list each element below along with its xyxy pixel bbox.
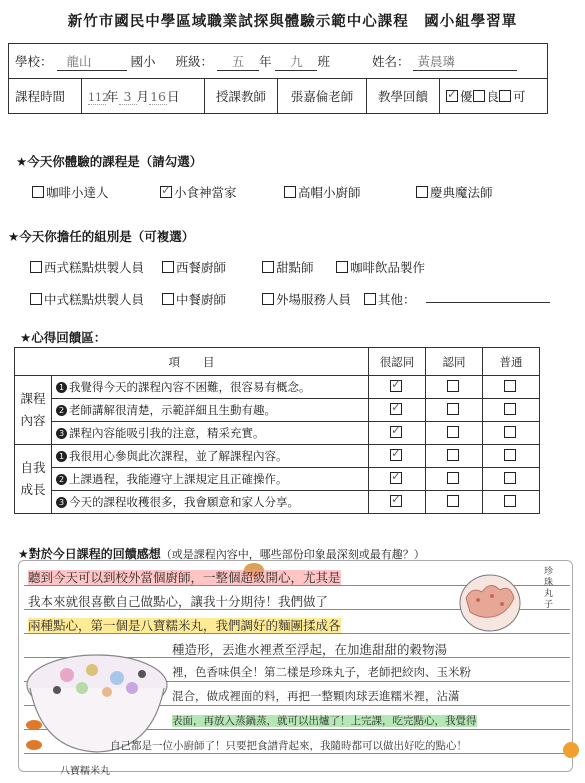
impression-line-1	[28, 568, 341, 586]
checkbox-strongly-agree[interactable]	[390, 495, 402, 507]
feedback-checkbox-excellent[interactable]	[446, 90, 458, 102]
role-option-western-chef[interactable]	[162, 258, 226, 276]
checkbox-neutral[interactable]	[504, 449, 516, 461]
table-row	[15, 422, 540, 445]
option-label: 咖啡小達人	[46, 185, 109, 200]
item-text	[52, 399, 369, 422]
checkbox[interactable]	[364, 293, 376, 305]
impression-line-text: 表面，再放入蒸鍋蒸，就可以出爐了！上完課，吃完點心，我覺得	[172, 715, 477, 727]
option-label: 外場服務人員	[276, 292, 352, 307]
role-option-chinese-chef[interactable]	[162, 290, 226, 308]
checkbox-strongly-agree[interactable]	[390, 380, 402, 392]
course-option-magic[interactable]	[416, 183, 493, 201]
course-option-coffee[interactable]	[32, 183, 109, 201]
checkbox-strongly-agree[interactable]	[390, 426, 402, 438]
checkbox-neutral[interactable]	[504, 403, 516, 415]
impression-title: ★對於今日課程的回饋感想	[18, 547, 161, 561]
item-text	[52, 468, 369, 491]
checkbox-neutral[interactable]	[504, 380, 516, 392]
course-option-chef[interactable]	[160, 183, 237, 201]
impression-line-6	[172, 688, 460, 704]
teacher-value: 張嘉倫老師	[278, 79, 367, 114]
role-option-western-pastry[interactable]	[30, 258, 144, 276]
feedback-option-good: 良	[486, 89, 500, 104]
page-title: 新竹市國民中學區域職業試探與體驗示範中心課程 國小組學習單	[67, 14, 518, 30]
school-field[interactable]: 龍山	[57, 52, 127, 71]
option-label: 中餐廚師	[176, 292, 227, 307]
checkbox-strongly-agree[interactable]	[390, 449, 402, 461]
checkbox-strongly-agree[interactable]	[390, 472, 402, 484]
checkbox[interactable]	[30, 261, 42, 273]
item-label: 今天的課程收穫很多，我會願意和家人分享。	[69, 495, 299, 509]
class-label: 班級：	[175, 53, 213, 69]
impression-line-4	[172, 640, 447, 658]
item-number: 2	[56, 405, 67, 416]
role-option-coffee-drink[interactable]	[336, 258, 425, 276]
group-label-course	[15, 376, 52, 445]
smile-doodle	[563, 742, 579, 758]
group-label-growth	[15, 445, 52, 514]
student-info-row	[9, 44, 548, 79]
name-field[interactable]: 黃晨璘	[413, 52, 517, 71]
col-header-agree: 認同	[426, 348, 483, 376]
table-row	[15, 399, 540, 422]
checkbox-agree[interactable]	[447, 403, 459, 415]
day-suffix: 日	[167, 89, 180, 104]
feedback-checkbox-fair[interactable]	[499, 90, 511, 102]
class-field[interactable]: 九	[275, 52, 317, 71]
feedback-option-fair: 可	[513, 89, 526, 104]
item-label: 上課過程，我能遵守上課規定且正確操作。	[69, 472, 288, 486]
year-field[interactable]: 112	[88, 91, 109, 104]
checkbox[interactable]	[416, 186, 428, 198]
impression-line-text: 混合，做成裡面的料，再把一整顆肉球丟進糯米裡，沾滿	[172, 689, 460, 703]
impression-line-text: 聽到今天可以到校外當個廚師，一整個超級開心，尤其是	[28, 570, 341, 585]
impression-line-text: 種造形，丟進水裡煮至浮起，在加進甜甜的穀物湯	[172, 642, 448, 657]
checkbox[interactable]	[262, 261, 274, 273]
option-label: 中式糕點烘製人員	[44, 292, 145, 307]
checkbox[interactable]	[30, 293, 42, 305]
checkbox-agree[interactable]	[447, 449, 459, 461]
drawing-label-pearl-ball: 珍珠丸子	[544, 567, 554, 610]
impression-line-8	[110, 737, 467, 753]
class-suffix: 班	[317, 53, 330, 69]
grade-field[interactable]: 五	[217, 52, 259, 71]
item-text	[52, 445, 369, 468]
time-cell	[82, 79, 205, 114]
feedback-label: 教學回饋	[367, 79, 440, 114]
feedback-checkbox-good[interactable]	[473, 90, 485, 102]
day-field[interactable]: 16	[150, 89, 166, 104]
item-number: 1	[56, 451, 67, 462]
impression-line-5	[172, 664, 471, 680]
col-header-item: 項 目	[15, 348, 369, 376]
impression-line-text: 裡，色香味俱全！第二樣是珍珠丸子，老師把絞肉、玉米粉	[172, 665, 471, 679]
option-label: 其他：	[378, 292, 416, 307]
role-option-service[interactable]	[262, 290, 351, 308]
impression-line-2	[28, 592, 328, 610]
reflection-table	[14, 347, 540, 514]
time-label: 課程時間	[9, 79, 82, 114]
feedback-option-excellent: 優	[460, 89, 473, 104]
drawing-label-rice-ball: 八寶糯米丸	[60, 766, 110, 777]
table-row	[15, 376, 540, 399]
checkbox[interactable]	[32, 186, 44, 198]
checkbox-neutral[interactable]	[504, 426, 516, 438]
month-field[interactable]: 3	[119, 89, 137, 105]
impression-line-7	[172, 712, 477, 728]
role-option-dessert[interactable]	[262, 258, 314, 276]
checkbox[interactable]	[262, 293, 274, 305]
item-number: 2	[56, 474, 67, 485]
item-label: 課程內容能吸引我的注意，精采充實。	[69, 426, 265, 440]
impression-line-text: 自己都是一位小廚師了！只要把食譜背起來，我隨時都可以做出好吃的點心！	[110, 740, 467, 752]
role-option-other[interactable]	[364, 290, 416, 308]
item-text	[52, 376, 369, 399]
item-label: 我覺得今天的課程內容不困難，很容易有概念。	[69, 380, 311, 394]
course-section-title: ★今天你體驗的課程是（請勾選）	[16, 154, 203, 169]
option-label: 西餐廚師	[176, 260, 227, 275]
checkbox-agree[interactable]	[447, 495, 459, 507]
option-label: 小食神當家	[174, 185, 237, 200]
item-text	[52, 422, 369, 445]
month-suffix: 月	[136, 89, 150, 104]
checkbox-agree[interactable]	[447, 380, 459, 392]
item-number: 3	[56, 428, 67, 439]
checkbox-neutral[interactable]	[504, 472, 516, 484]
checkbox[interactable]	[160, 186, 172, 198]
checkbox[interactable]	[284, 186, 296, 198]
option-label: 高帽小廚師	[298, 185, 361, 200]
option-label: 慶典魔法師	[430, 185, 493, 200]
option-label: 西式糕點烘製人員	[44, 260, 145, 275]
header-table	[8, 43, 548, 114]
pearl-ball-drawing	[452, 568, 528, 638]
school-label: 學校：	[15, 53, 53, 69]
col-header-neutral: 普通	[483, 348, 540, 376]
reflection-section-title: ★心得回饋區：	[20, 330, 107, 345]
checkbox-strongly-agree[interactable]	[390, 403, 402, 415]
teacher-label: 授課教師	[205, 79, 278, 114]
checkbox-agree[interactable]	[447, 426, 459, 438]
option-label: 咖啡飲品製作	[350, 260, 426, 275]
impression-subtitle: （或是課程內容中，哪些部份印象最深刻或最有趣？）	[160, 548, 425, 561]
impression-line-text: 我本來就很喜歡自己做點心，讓我十分期待！我們做了	[28, 594, 329, 609]
course-option-hat-chef[interactable]	[284, 183, 361, 201]
item-number: 1	[56, 382, 67, 393]
year-suffix: 年	[106, 89, 119, 104]
grade-suffix: 年	[258, 53, 272, 69]
impression-line-3	[28, 616, 341, 634]
checkbox-agree[interactable]	[447, 472, 459, 484]
table-row	[15, 491, 540, 514]
table-row	[15, 468, 540, 491]
impression-line-text: 兩種點心，第一個是八寶糯米丸，我們調好的麵團揉成各	[28, 618, 341, 633]
role-section-title: ★今天你擔任的組別是（可複選）	[8, 229, 195, 244]
group-name: 課程內容	[20, 391, 46, 428]
checkbox-neutral[interactable]	[504, 495, 516, 507]
table-row	[15, 445, 540, 468]
item-number: 3	[56, 497, 67, 508]
item-label: 我很用心參與此次課程，並了解課程內容。	[69, 449, 288, 463]
role-option-chinese-pastry[interactable]	[30, 290, 144, 308]
other-field[interactable]	[426, 302, 550, 303]
checkbox[interactable]	[162, 261, 174, 273]
col-header-strongly-agree: 很認同	[369, 348, 426, 376]
group-name: 自我成長	[20, 460, 46, 497]
option-label: 甜點師	[276, 260, 314, 275]
checkbox[interactable]	[162, 293, 174, 305]
feedback-options	[440, 79, 548, 114]
school-suffix: 國小	[130, 53, 156, 69]
item-label: 老師講解很清楚，示範詳細且生動有趣。	[69, 403, 276, 417]
checkbox[interactable]	[336, 261, 348, 273]
name-label: 姓名：	[371, 53, 410, 69]
item-text	[52, 491, 369, 514]
